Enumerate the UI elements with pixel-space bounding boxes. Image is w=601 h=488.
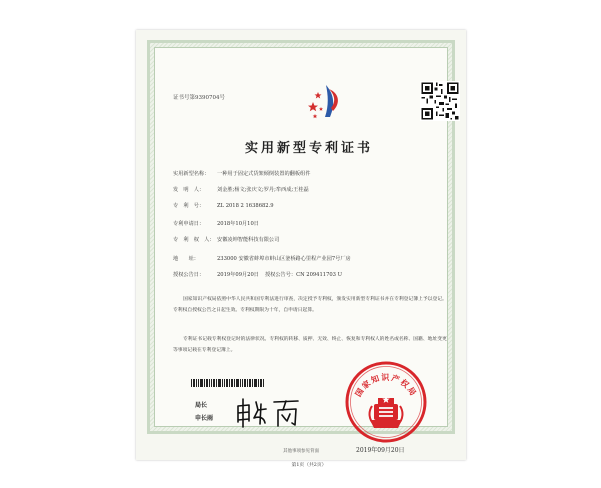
legal-status-paragraph: 专利证书记载专利权登记时的法律状况。专利权的转移、质押、无效、终止、恢复和专利权人的姓名或名称、国籍、地址变更等事项记载在专利登记簿上。 <box>173 337 447 353</box>
field-value: 安徽凌坤智能科技有限公司 <box>217 237 280 243</box>
field-patentee <box>173 236 279 243</box>
qr-code-icon <box>420 81 460 121</box>
field-value: 刘金胜;杨文;张庆文;罗丹;牟西成;王桂磊 <box>217 187 309 193</box>
field-value: 233000 安徽省蚌埠市蚌山区釜桥路心里程产业园7号厂房 <box>217 256 351 262</box>
certificate-title: 实用新型专利证书 <box>244 141 373 156</box>
seal-date: 2019年09月20日 <box>356 447 405 454</box>
grant-date-label: 授权公告日： <box>173 272 205 278</box>
barcode-icon <box>191 379 265 387</box>
field-label: 专利申请日： <box>173 221 205 227</box>
field-label: 地 址： <box>173 256 199 262</box>
certificate-number: 证书号第9390704号 <box>173 95 225 101</box>
svg-text:国家知识产权局: 国家知识产权局 <box>353 373 419 399</box>
field-label: 实用新型名称： <box>173 171 210 177</box>
grant-statement-paragraph: 国家知识产权局依照中华人民共和国专利法进行审查，决定授予专利权，颁发实用新型专利证书并在专利登记簿上予以登记。专利权自授权公告之日起生效。专利权期限为十年，自申请日起算。 <box>173 297 447 313</box>
grant-number-label: 授权公告号： <box>264 272 297 278</box>
grant-date-value: 2019年09月20日 <box>217 272 259 278</box>
page-number: 第1页（共2页） <box>291 463 327 468</box>
grant-number-value: CN 209411703 U <box>296 272 342 278</box>
field-value: 2018年10月10日 <box>217 221 259 227</box>
field-value: 一种用于固定式货架倾倒装置的翻板组件 <box>217 171 311 177</box>
signature-icon <box>234 396 302 428</box>
footer-note: 其他事项参见背面 <box>283 449 319 454</box>
field-address <box>173 255 351 262</box>
field-application-date <box>173 220 259 227</box>
field-label: 专 利 号： <box>173 203 205 209</box>
field-label: 专 利 权 人： <box>173 237 215 243</box>
field-patent-number <box>173 202 274 209</box>
field-utility-name <box>173 170 310 177</box>
official-seal-icon <box>344 360 428 444</box>
field-grant <box>173 271 342 278</box>
field-label: 发 明 人： <box>173 187 205 193</box>
patent-office-logo-icon <box>306 81 346 121</box>
field-value: ZL 2018 2 1638682.9 <box>217 203 274 209</box>
director-title: 局长 <box>195 402 208 409</box>
director-name: 申长雨 <box>195 415 214 422</box>
field-inventors <box>173 186 309 193</box>
certificate-sheet <box>136 30 466 468</box>
